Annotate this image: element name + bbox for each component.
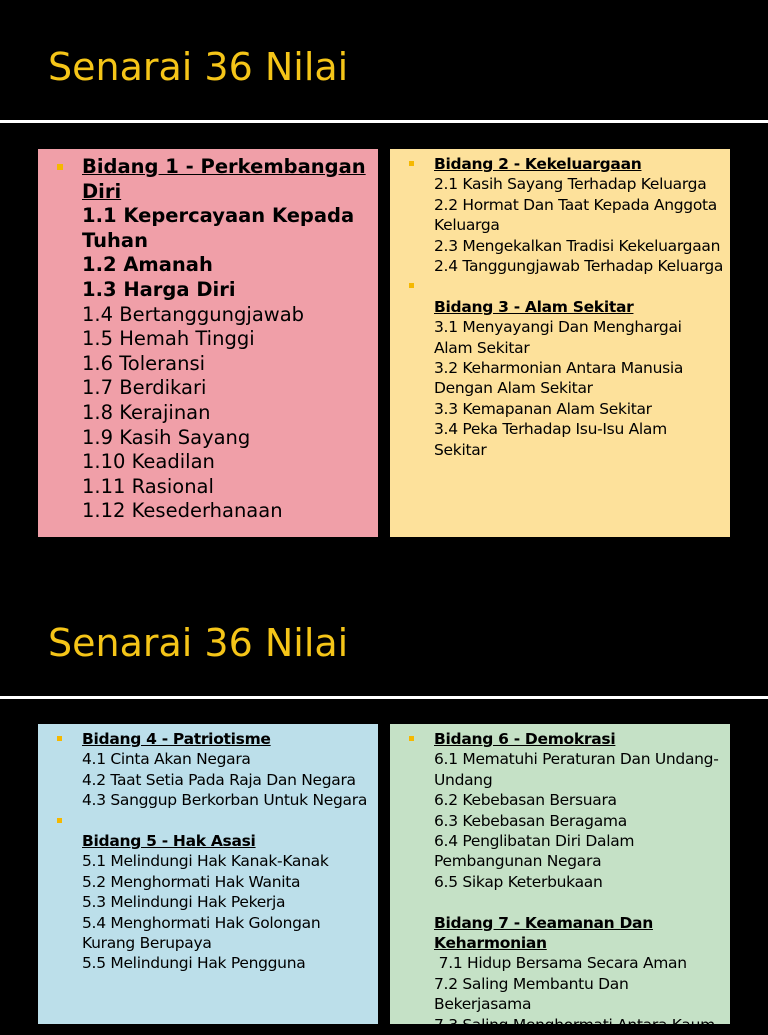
list-item: 1.3 Harga Diri bbox=[82, 277, 236, 301]
section-heading: Bidang 7 - Keamanan Dan Keharmonian bbox=[434, 913, 653, 953]
bidang-4-list bbox=[38, 729, 378, 811]
bidang-1-list bbox=[38, 155, 378, 524]
list-item: 1.11 Rasional bbox=[82, 474, 214, 498]
list-item: 5.3 Melindungi Hak Pekerja bbox=[82, 893, 286, 912]
list-item: 1.10 Keadilan bbox=[82, 450, 215, 474]
list-item: 1.8 Kerajinan bbox=[82, 400, 211, 424]
bullet-icon bbox=[57, 164, 63, 170]
list-item: 3.2 Keharmonian Antara Manusia Dengan Alam Sekitar bbox=[434, 359, 684, 398]
list-item: 2.1 Kasih Sayang Terhadap Keluarga bbox=[434, 175, 707, 194]
section-heading: Bidang 5 - Hak Asasi bbox=[82, 832, 256, 851]
list-item: 1.2 Amanah bbox=[82, 253, 213, 277]
list-item: 1.6 Toleransi bbox=[82, 351, 206, 375]
list-item: 1.7 Berdikari bbox=[82, 376, 207, 400]
list-item: 1.1 Kepercayaan Kepada Tuhan bbox=[82, 204, 355, 252]
slide-title: Senarai 36 Nilai bbox=[48, 45, 349, 89]
section-heading: Bidang 1 - Perkembangan Diri bbox=[82, 155, 366, 203]
bidang-4-5-box bbox=[38, 724, 378, 1024]
list-item: 6.2 Kebebasan Bersuara bbox=[434, 791, 617, 810]
list-item: 5.2 Menghormati Hak Wanita bbox=[82, 872, 301, 891]
slide-title: Senarai 36 Nilai bbox=[48, 621, 349, 665]
list-item: 6.1 Mematuhi Peraturan Dan Undang-Undang bbox=[434, 750, 719, 789]
list-item: 4.2 Taat Setia Pada Raja Dan Negara bbox=[82, 770, 356, 789]
bullet-icon bbox=[409, 736, 414, 741]
section-heading: Bidang 2 - Kekeluargaan bbox=[434, 155, 642, 173]
bidang-1-box bbox=[38, 149, 378, 537]
list-item: 7.2 Saling Membantu Dan Bekerjasama bbox=[434, 974, 629, 1014]
list-item: 6.4 Penglibatan Diri Dalam Pembangunan Negara bbox=[434, 832, 635, 871]
list-item: 7.1 Hidup Bersama Secara Aman bbox=[434, 954, 687, 973]
bidang-6-list bbox=[390, 729, 730, 1035]
list-item: 5.4 Menghormati Hak Golongan Kurang Berupaya bbox=[82, 913, 321, 953]
slide-2 bbox=[0, 576, 768, 1034]
bidang-3-list bbox=[390, 297, 730, 460]
list-item: 6.5 Sikap Keterbukaan bbox=[434, 872, 603, 891]
spacer bbox=[434, 892, 724, 912]
section-heading: Bidang 3 - Alam Sekitar bbox=[434, 297, 634, 316]
list-item: 7.3 Saling Menghormati Antara Kaum bbox=[434, 1015, 715, 1034]
list-item: 4.3 Sanggup Berkorban Untuk Negara bbox=[82, 791, 368, 810]
title-divider bbox=[0, 696, 768, 699]
bidang-2-3-box bbox=[390, 149, 730, 537]
list-item: 5.5 Melindungi Hak Pengguna bbox=[82, 954, 306, 973]
section-heading: Bidang 4 - Patriotisme bbox=[82, 730, 271, 748]
list-item: 1.5 Hemah Tinggi bbox=[82, 327, 255, 351]
list-item: 2.2 Hormat Dan Taat Kepada Anggota Keluarga bbox=[434, 195, 717, 235]
list-item: 3.1 Menyayangi Dan Menghargai Alam Sekitar bbox=[434, 318, 682, 357]
empty-bullet bbox=[390, 276, 730, 296]
bullet-icon bbox=[57, 736, 62, 741]
list-item: 3.3 Kemapanan Alam Sekitar bbox=[434, 399, 652, 418]
list-item: 3.4 Peka Terhadap Isu-Isu Alam Sekitar bbox=[434, 420, 667, 459]
empty-bullet bbox=[38, 811, 378, 831]
bullet-icon bbox=[409, 161, 414, 166]
bidang-2-list bbox=[390, 154, 730, 276]
bullet-icon bbox=[57, 818, 62, 823]
list-item: 4.1 Cinta Akan Negara bbox=[82, 750, 251, 769]
list-item: 6.3 Kebebasan Beragama bbox=[434, 811, 627, 830]
list-item: 2.3 Mengekalkan Tradisi Kekeluargaan bbox=[434, 236, 721, 255]
title-divider bbox=[0, 120, 768, 123]
list-item: 1.4 Bertanggungjawab bbox=[82, 302, 305, 326]
bidang-5-list bbox=[38, 831, 378, 974]
list-item: 2.4 Tanggungjawab Terhadap Keluarga bbox=[434, 257, 724, 276]
section-heading: Bidang 6 - Demokrasi bbox=[434, 730, 616, 748]
list-item: 1.9 Kasih Sayang bbox=[82, 425, 251, 449]
bullet-icon bbox=[409, 283, 414, 288]
bidang-6-7-box bbox=[390, 724, 730, 1034]
list-item: 5.1 Melindungi Hak Kanak-Kanak bbox=[82, 852, 329, 871]
list-item: 1.12 Kesederhanaan bbox=[82, 499, 283, 523]
